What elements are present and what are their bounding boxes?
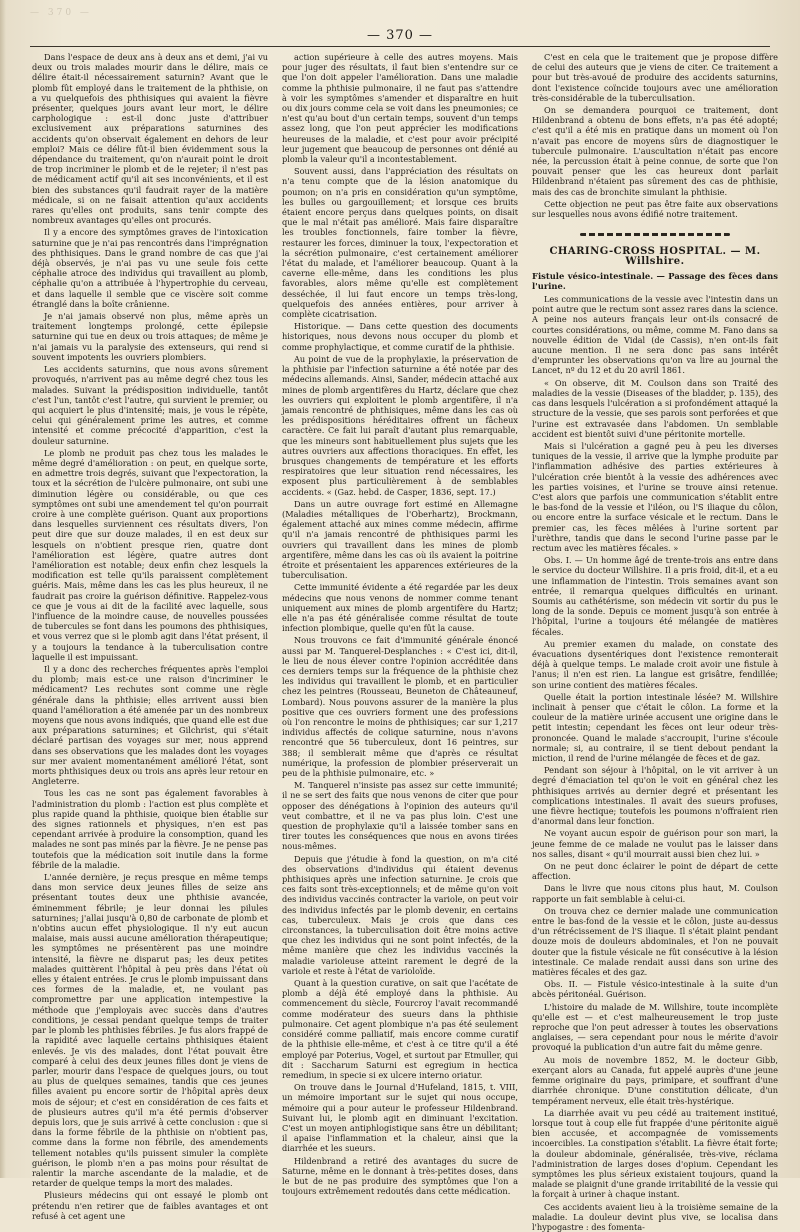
paragraph: Depuis que j'étudie à fond la question, on m'a cité des observations d'individus qui étaient devenus phthisiques après une infection saturnine. Je crois que ces faits sont très-exceptionnels; et de même qu'on voit des individus vaccinés contracter la variole, on peut voir des individus infectés par le plomb devenir, en certains cas, tuberculeux. Mais je crois que dans ces circonstances, la tuberculisation doit être moins active que chez les individus qui ne sont point infectés, de la même manière que chez les individus vaccinés la maladie varioleuse atteint rarement le degré de la variole et reste à l'état de varioloïde. [282,853,518,976]
page-spine-shadow [0,0,6,1178]
paragraph: C'est en cela que le traitement que je propose diffère de celui des auteurs que je viens de citer. Ce traitement a pour but très-avoué de produire des accidents saturnins, dont l'existence coïncide toujours avec une amélioration très-considérable de la tuberculisation. [532,52,778,103]
paragraph: Mais si l'ulcération a gagné peu à peu les diverses tuniques de la vessie, il arrive que la lymphe produite par l'inflammation adhésive des parties extérieures à l'ulcération crée bientôt à la vessie des adhérences avec les parties voisines, et l'urine se trouve ainsi retenue. C'est alors que parfois une communication s'établit entre le bas-fond de la vessie et l'iléon, ou l'S iliaque du côlon, ou encore entre la surface vésicale et le rectum. Dans le premier cas, les fèces mêlées à l'urine sortent par l'urèthre, tandis que dans le second l'urine passe par le rectum avec les matières fécales. » [532,440,778,553]
paragraph: On se demandera pourquoi ce traitement, dont Hildenbrand a obtenu de bons effets, n'a pas été adopté; c'est qu'il a été mis en pratique dans un moment où l'on n'avait pas encore de moyens sûrs de diagnostiquer le tubercule pulmonaire. L'auscultation n'était pas encore née, la percussion était à peine connue, de sorte que l'on pouvait penser que les cas heureux dont parlait Hildenbrand n'étaient pas sûrement des cas de phthisie, mais des cas de bronchite simulant la phthisie. [532,105,778,197]
column-right-bottom-text [532,294,778,1232]
paragraph: La diarrhée avait vu peu cédé au traitement institué, lorsque tout à coup elle fut frappée d'une péritonite aiguë bien accusée, et accompagnée de vomissements incoercibles. La constipation s'établit. La fièvre était forte; la douleur abdominale, généralisée, très-vive, réclama l'administration de larges doses d'opium. Cependant les symptômes les plus sérieux existaient toujours, quand la malade se plaignit d'une grande irritabilité de la vessie qui la forçait à uriner à chaque instant. [532,1107,778,1200]
paragraph: Au mois de novembre 1852, M. le docteur Gibb, exerçant alors au Canada, fut appelé auprès d'une jeune femme originaire du pays, primipare, et souffrant d'une diarrhée chronique. D'une constitution délicate, d'un tempérament nerveux, elle était très-hystérique. [532,1054,778,1106]
paragraph: Ne voyant aucun espoir de guérison pour son mari, la jeune femme de ce malade ne voulut pas le laisser dans nos salles, disant « qu'il mourrait aussi bien chez lui. » [532,828,778,859]
page-number: — 370 — [366,28,434,43]
paragraph: Pendant son séjour à l'hôpital, on le vit arriver à un degré d'émaciation tel qu'on le voit en général chez les phthisiques arrivés au dernier degré et présentant les complications intestinales. Il avait des sueurs profuses, une fièvre hectique; toutefois les poumons n'offraient rien d'anormal dans leur fonction. [532,765,778,827]
paragraph: Plusieurs médecins qui ont essayé le plomb ont prétendu n'en retirer que de faibles avantages et ont refusé à cet agent une [32,1190,268,1221]
paragraph: Quant à la question curative, on sait que l'acétate de plomb a déjà été employé dans la phthisie. Au commencement du siècle, Fourcroy l'avait recommandé comme modérateur des sueurs dans la phthisie pulmonaire. Cet agent plombique n'a pas été seulement considéré comme palliatif, mais encore comme curatif de la phthisie elle-même, et c'est à ce titre qu'il a été employé par Poterius, Vogel, et surtout par Etmuller, qui dit : Saccharum Saturni est egregium in hectica remedium, in specie si ex ulcere interno oriatur. [282,978,518,1080]
paragraph: On trouve dans le Journal d'Hufeland, 1815, t. VIII, un mémoire important sur le sujet qui nous occupe, mémoire qui a pour auteur le professeur Hildenbrand. Suivant lui, le plomb agit en diminuant l'excitation. C'est un moyen antiphlogistique sans être un débilitant; il apaise l'inflammation et la chaleur, ainsi que la diarrhée et les sueurs. [282,1082,518,1154]
paragraph: Tous les cas ne sont pas également favorables à l'administration du plomb : l'action est plus complète et plus rapide quand la phthisie, quoique bien établie sur des signes rationnels et physiques, n'en est pas cependant arrivée à produire la consomption, quand les malades ne sont pas minés par la fièvre. Je ne pense pas toutefois que la médication soit inutile dans la forme fébrile de la maladie. [32,788,268,870]
paragraph: Il y a encore des symptômes graves de l'intoxication saturnine que je n'ai pas rencontrés dans l'imprégnation des phthisiques. Dans le grand nombre de cas que j'ai déjà observés, je n'ai pas vu une seule fois cette céphalie atroce des individus qui travaillent au plomb, céphalie qu'on a attribuée à l'hypertrophie du cerveau, et dans laquelle il semble que ce viscère soit comme étranglé dans la boîte crânienne. [32,227,268,309]
paragraph: Je n'ai jamais observé non plus, même après un traitement longtemps prolongé, cette épilepsie saturnine qui tue en deux ou trois attaques; de même je n'ai jamais vu la paralysie des extenseurs, qui rend si souvent impotents les ouvriers plombiers. [32,311,268,362]
paragraph: action supérieure à celle des autres moyens. Mais pour juger des résultats, il faut bien s'entendre sur ce que l'on doit appeler l'amélioration. Dans une maladie comme la phthisie pulmonaire, il ne faut pas s'attendre à voir les symptômes s'amender et disparaître en huit ou dix jours comme cela se voit dans les pneumonies; ce n'est qu'au bout d'un certain temps, souvent d'un temps assez long, que l'on peut apprécier les modifications heureuses de la maladie, et c'est pour avoir précipité leur jugement que beaucoup de personnes ont dénié au plomb la valeur qu'il a incontestablement. [282,52,518,165]
paragraph: Le plomb ne produit pas chez tous les malades le même degré d'amélioration : on peut, en quelque sorte, en admettre trois degrés, suivant que l'expectoration, la toux et la sécrétion de l'ulcère pulmonaire, ont subi une diminution légère ou considérable, ou que ces symptômes ont subi une amendement tel qu'on pourrait croire à une complète guérison. Quant aux proportions dans lesquelles surviennent ces résultats divers, l'on peut dire que sur douze malades, il en est deux sur lesquels on n'obtient presque rien, quatre dont l'amélioration est légère, quatre autres dont l'amélioration est notable; deux enfin chez lesquels la modification est telle qu'ils paraissent complètement guéris. Mais, même dans les cas les plus heureux, il ne faudrait pas croire la guérison définitive. Rappelez-vous ce que je vous ai dit de la facilité avec laquelle, sous l'influence de la moindre cause, de nouvelles poussées de tubercules se font dans les poumons des phthisiques, et vous verrez que si le plomb agit dans l'état présent, il y a toujours la tendance à la tuberculisation contre laquelle il est impuissant. [32,447,268,662]
margin-strip [782,60,798,1160]
paragraph: On trouva chez ce dernier malade une communication entre le bas-fond de la vessie et le côlon, juste au-dessus d'un rétrécissement de l'S iliaque. Il s'était plaint pendant douze mois de douleurs abdominales, et l'on ne pouvait douter que la fistule vésicale ne fût consécutive à la lésion intestinale. Ce malade rendait aussi dans son urine des matières fécales et des gaz. [532,905,778,978]
paragraph: Obs. II. — Fistule vésico-intestinale à la suite d'un abcès péritonéal. Guérison. [532,979,778,1000]
hospital-heading: CHARING-CROSS HOSPITAL. — M. Willshire. [549,246,761,268]
paragraph: Souvent aussi, dans l'appréciation des résultats on n'a tenu compte que de la lésion anatomique du poumon; on n'a pris en considération qu'un symptôme, les bulles ou gargouillement; et lorsque ces bruits étaient encore perçus dans quelques points, on disait que le mal n'était pas amélioré. Mais faire disparaître les troubles fonctionnels, faire tomber la fièvre, restaurer les forces, diminuer la toux, l'expectoration et la sécrétion pulmonaire, c'est certainement améliorer l'état du malade, et l'améliorer beaucoup. Quant à la caverne elle-même, dans les conditions les plus favorables, alors même qu'elle est complètement desséchée, il lui faut encore un temps très-long, quelquefois des années entières, pour arriver à complète cicatrisation. [282,166,518,320]
bleed-through-text: — 370 — [30,8,92,18]
paragraph: Nous trouvons ce fait d'immunité générale énoncé aussi par M. Tanquerel-Desplanches : « C'est ici, dit-il, le lieu de nous élever contre l'opinion accréditée dans ces derniers temps sur la fréquence de la phthisie chez les individus qui travaillent le plomb, et en particulier chez les peintres (Rousseau, Beuneton de Châteauneuf, Lombard). Nous pouvons assurer de la manière la plus positive que ces ouvriers forment une des professions où l'on rencontre le moins de phthisiques; car sur 1,217 individus affectés de colique saturnine, nous n'avons rencontré que 56 tuberculeux, dont 16 peintres, sur 388; il semblerait même que d'après ce résultat numérique, la profession de plombier préserverait un peu de la phthisie pulmonaire, etc. » [282,635,518,779]
header-rule [30,46,770,47]
section-divider-ornament [532,225,778,243]
paragraph: « On observe, dit M. Coulson dans son Traité des maladies de la vessie (Diseases of the bladder, p. 135), des cas dans lesquels l'ulcération a si profondément attaqué la structure de la vessie, que ses parois sont perforées et que l'urine est extravasée dans l'abdomen. Un semblable accident est bientôt suivi d'une péritonite mortelle. [532,377,778,439]
paragraph: Dans un autre ouvrage fort estimé en Allemagne (Maladies métalliques de l'Oberhartz), Brockmann, également attaché aux mines comme médecin, affirme qu'il n'a jamais rencontré de phthisiques parmi les ouvriers qui travaillent dans les mines de plomb argentifère, même dans les cas où ils avaient la poitrine étroite et présentaient les apparences extérieures de la tuberculisation. [282,498,518,581]
paragraph: L'année dernière, je reçus presque en même temps dans mon service deux jeunes filles de seize ans présentant toutes deux une phthisie avancée, éminemment fébrile; je leur donnai les pilules saturnines; j'allai jusqu'à 0,80 de carbonate de plomb et n'obtins aucun effet physiologique. Il n'y eut aucun malaise, mais aussi aucune amélioration thérapeutique; les symptômes ne présentèrent pas une moindre intensité, la fièvre ne disparut pas; les deux petites malades quittèrent l'hôpital à peu près dans l'état où elles y étaient entrées. Je crus le plomb impuissant dans ces formes de la maladie, et, ne voulant pas compromettre par une application intempestive la méthode que j'employais avec succès dans d'autres conditions, je cessai pendant quelque temps de traiter par le plomb les phthisies fébriles. Je fus alors frappé de la rapidité avec laquelle certains phthisiques étaient enlevés. Je vis des malades, dont l'état pouvait être comparé à celui des deux jeunes filles dont je viens de parler, mourir dans l'espace de quelques jours, ou tout au plus de quelques semaines, tandis que ces jeunes filles avaient pu encore sortir de l'hôpital après deux mois de séjour; et c'est en considération de ces faits et de plusieurs autres qu'il m'a été permis d'observer depuis lors, que je suis arrivé à cette conclusion : que si dans la forme fébrile de la phthisie on n'obtient pas, comme dans la forme non fébrile, des amendements tellement notables qu'ils puissent simuler la complète guérison, le plomb n'en a pas moins pour résultat de ralentir la marche ascendante de la maladie, et de retarder de quelque temps la mort des malades. [32,872,268,1189]
column-right [532,52,778,1232]
paragraph: Historique. — Dans cette question des documents historiques, nous devons nous occuper du plomb et comme prophylactique, et comme curatif de la phthisie. [282,321,518,352]
paragraph: On ne peut donc éclairer le point de départ de cette affection. [532,861,778,882]
case-subheading: Fistule vésico-intestinale. — Passage des fèces dans l'urine. [532,270,778,291]
paragraph: Dans le livre que nous citons plus haut, M. Coulson rapporte un fait semblable à celui-ci. [532,883,778,904]
paragraph: Hildenbrand a retiré des avantages du sucre de Saturne, même en le donnant à très-petites doses, dans le but de ne pas produire des symptômes que l'on a toujours extrêmement redoutés dans cette médication. [282,1155,518,1197]
paragraph: Au point de vue de la prophylaxie, la préservation de la phthisie par l'infection saturnine a été notée par des médecins allemands. Ainsi, Sander, médecin attaché aux mines de plomb argentifères du Hartz, déclare que chez les ouvriers qui exploitent le plomb argentifère, il n'a jamais rencontré de phthisiques, même dans les cas où les prédispositions héréditaires offrent un fâcheux caractère. Ce fait lui paraît d'autant plus remarquable, que les mineurs sont habituellement plus sujets que les autres ouvriers aux affections thoraciques. En effet, les brusques changements de température et les efforts respiratoires que leur situation rend nécessaires, les exposent plus particulièrement à de semblables accidents. « (Gaz. hebd. de Casper, 1836, sept. 17.) [282,353,518,497]
paragraph: M. Tanquerel n'insiste pas assez sur cette immunité; il ne se sert des faits que nous venons de citer que pour opposer des dénégations à l'opinion des auteurs qu'il veut combattre, et il ne va pas plus loin. C'est une question de prophylaxie qu'il a laissée tomber sans en tirer toutes les conséquences que nous en avons tirées nous-mêmes. [282,780,518,852]
paragraph: L'histoire du malade de M. Willshire, toute incomplète qu'elle est — et c'est malheureusement le trop juste reproche que l'on peut adresser à toutes les observations anglaises, — sera cependant pour nous le mérite d'avoir provoqué la publication d'un autre fait du même genre. [532,1001,778,1053]
column-right-top-text [532,52,778,219]
paragraph: Ces accidents avaient lieu à la troisième semaine de la maladie. La douleur devint plus vive, se localisa dans l'hypogastre : des fomenta- [532,1201,778,1232]
column-left [32,52,268,1221]
paragraph: Cette objection ne peut pas être faite aux observations sur lesquelles nous avons édifié notre traitement. [532,198,778,220]
paragraph: Les accidents saturnins, que nous avons sûrement provoqués, n'arrivent pas au même degré chez tous les malades. Suivant la prédisposition individuelle, tantôt c'est l'un, tantôt c'est l'autre, qui survient le premier, ou qui acquiert le plus d'intensité; mais, je vous le répète, celui qui généralement prime les autres, et comme intensité et comme précocité d'apparition, c'est la douleur saturnine. [32,364,268,446]
paragraph: Les communications de la vessie avec l'intestin dans un point autre que le rectum sont assez rares dans la science. A peine nos auteurs français leur ont-ils consacré de courtes considérations, ou même, comme M. Fano dans sa nouvelle édition de Vidal (de Cassis), n'en ont-ils fait aucune mention. Il ne sera donc pas sans intérêt d'emprunter les observations qu'on va lire au journal the Lancet, nº du 12 et du 20 avril 1861. [532,294,778,376]
column-middle [282,52,518,1197]
paragraph: Obs. I. — Un homme âgé de trente-trois ans entre dans le service du docteur Willshire. Il a pris froid, dit-il, et a eu une inflammation de l'intestin. Trois semaines avant son entrée, il remarqua quelques difficultés en urinant. Soumis au cathétérisme, son médecin vit sortir du pus le long de la sonde. Depuis ce moment jusqu'à son entrée à l'hôpital, l'urine a toujours été mélangée de matières fécales. [532,555,778,637]
paragraph: Au premier examen du malade, on constate des évacuations dysentériques dont l'existence remonterait déjà à quelque temps. Le malade croit avoir une fistule à l'anus; il n'en est rien. La langue est grisâtre, fendillée; son urine contient des matières fécales. [532,638,778,690]
paragraph: Dans l'espace de deux ans à deux ans et demi, j'ai vu deux ou trois malades mourir dans le délire, mais ce délire était-il nécessairement saturnin? Avant que le plomb fût employé dans le traitement de la phthisie, on a vu quelquefois des phthisiques qui avaient la fièvre présenter, quelques jours avant leur mort, le délire carphologique : est-il donc juste d'attribuer exclusivement aux préparations saturnines des accidents qu'on observait également en dehors de leur emploi? Mais ce délire fût-il bien évidemment sous la dépendance du traitement, qu'on n'aurait point le droit de trop incriminer le plomb et de le rejeter; il n'est pas de médicament actif qu'il ait ses inconvénients, et il est bien des substances qu'il faudrait rayer de la matière médicale, si on ne faisait attention qu'aux accidents rares qu'elles ont produits, sans tenir compte des nombreux avantages qu'elles ont procurés. [32,52,268,226]
paragraph: Il y a donc des recherches fréquentes après l'emploi du plomb; mais est-ce une raison d'incriminer le médicament? Les rechutes sont comme une règle générale dans la phthisie; elles arrivent aussi bien quand l'amélioration a été amenée par un des nombreux moyens que nous avons indiqués, que quand elle est due aux préparations saturnines; et Gilchrist, qui s'était déclaré partisan des voyages sur mer, nous apprend dans ses observations que les malades dont les voyages sur mer avaient momentanément amélioré l'état, sont morts phthisiques deux ou trois ans après leur retour en Angleterre. [32,663,268,787]
paragraph: Cette immunité évidente a été regardée par les deux médecins que nous venons de nommer comme tenant uniquement aux mines de plomb argentifère du Hartz; elle n'a pas été généralisée comme résultat de toute infection plombique, quelle qu'en fût la cause. [282,582,518,634]
paragraph: Quelle était la portion intestinale lésée? M. Willshire inclinait à penser que c'était le côlon. La forme et la couleur de la matière urinée accusent une origine dans le petit intestin; cependant les fèces ont leur odeur très-prononcée. Quand le malade s'accroupit, l'urine s'écoule normale; si, au contraire, il se tient debout pendant la miction, il rend de l'urine mélangée de fèces et de gaz. [532,691,778,763]
